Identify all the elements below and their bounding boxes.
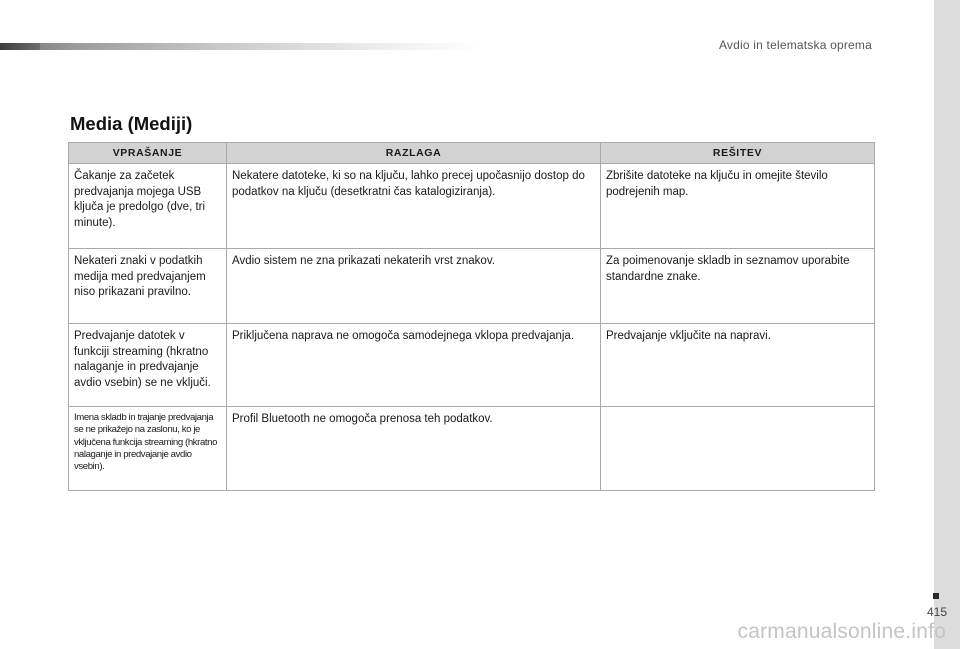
column-header-explanation: RAZLAGA	[227, 143, 601, 164]
question-cell: Predvajanje datotek v funkciji streaming (hkratno nalaganje in predvajanje avdio vsebin) se ne vključi.	[69, 324, 227, 407]
explanation-cell: Nekatere datoteke, ki so na ključu, lahko precej upočasnijo dostop do podatkov na ključu (desetkratni čas katalogiziranja).	[227, 164, 601, 249]
explanation-cell: Avdio sistem ne zna prikazati nekaterih vrst znakov.	[227, 249, 601, 324]
table-row	[69, 164, 875, 249]
watermark: carmanualsonline.info	[737, 620, 946, 643]
question-cell: Čakanje za začetek predvajanja mojega USB ključa je predolgo (dve, tri minute).	[69, 164, 227, 249]
table-row	[69, 407, 875, 491]
table-header-row	[69, 143, 875, 164]
faq-table	[68, 142, 875, 491]
explanation-cell: Profil Bluetooth ne omogoča prenosa teh podatkov.	[227, 407, 601, 491]
solution-cell: Zbrišite datoteke na ključu in omejite število podrejenih map.	[601, 164, 875, 249]
explanation-cell: Priključena naprava ne omogoča samodejnega vklopa predvajanja.	[227, 324, 601, 407]
page-number: 415	[927, 605, 948, 619]
solution-cell: Za poimenovanje skladb in seznamov uporabite standardne znake.	[601, 249, 875, 324]
table-row	[69, 324, 875, 407]
question-cell: Nekateri znaki v podatkih medija med predvajanjem niso prikazani pravilno.	[69, 249, 227, 324]
chapter-title: Avdio in telematska oprema	[718, 38, 872, 52]
column-header-question: VPRAŠANJE	[69, 143, 227, 164]
solution-cell	[601, 407, 875, 491]
header-decoration-bar	[0, 43, 480, 50]
page-marker-square	[933, 593, 939, 599]
table-row	[69, 249, 875, 324]
column-header-solution: REŠITEV	[601, 143, 875, 164]
solution-cell: Predvajanje vključite na napravi.	[601, 324, 875, 407]
section-title: Media (Mediji)	[70, 113, 193, 134]
page-edge-strip	[934, 0, 960, 649]
question-cell: Imena skladb in trajanje predvajanja se ne prikažejo na zaslonu, ko je vključena funkcija streaming (hkratno nalaganje in predvajanje avdio vsebin).	[69, 407, 227, 491]
header-bar-segment	[0, 43, 40, 50]
